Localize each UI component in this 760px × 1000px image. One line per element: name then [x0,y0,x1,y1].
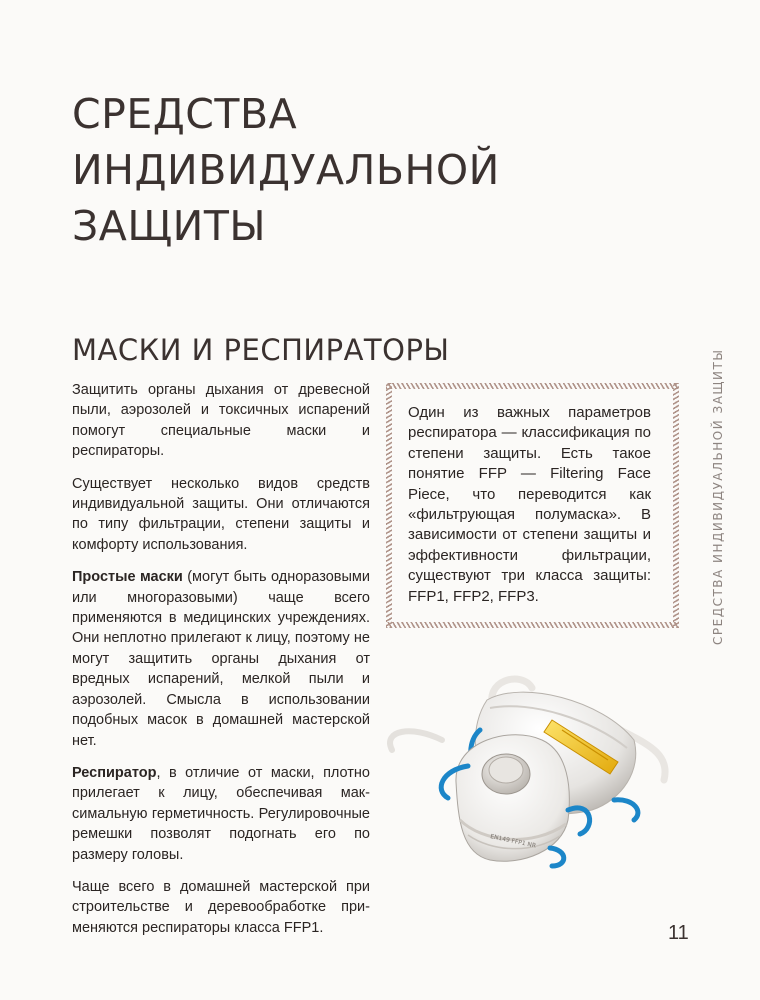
callout-box [386,383,679,628]
chapter-title-line-2: ИНДИВИДУАЛЬНОЙ [72,146,500,194]
paragraph-respirator [72,763,370,865]
term-respirator: Респиратор [72,764,157,781]
term-simple-masks: Простые маски [72,569,183,586]
running-header-vertical: СРЕДСТВА ИНДИВИДУАЛЬНОЙ ЗАЩИТЫ [711,348,725,645]
paragraph-respirator-text: , в отличие от маски, плотно прилегает к лицу, обеспечивая максимальную герметичность. Регулировочные ремешки позволят подогнать его по размеру головы. [72,764,370,863]
body-text-column [72,380,370,950]
respirator-masks-icon [372,670,672,880]
paragraph-ffp1: Чаще всего в домашней мастерской при строительстве и деревообработке применяются респираторы класса FFP1. [72,878,370,936]
paragraph-types: Существует несколько видов средств индивидуальной защиты. Они отличаются по типу фильтрации, степени защиты и комфорту использования. [72,475,370,553]
chapter-title-line-3: ЗАЩИТЫ [72,202,267,250]
respirator-photo [372,670,672,880]
paragraph-intro: Защитить органы дыхания от древесной пыли, аэрозолей и токсичных испарений помогут специальные маски и респираторы. [72,382,370,460]
chapter-title [72,86,592,254]
section-title: МАСКИ И РЕСПИРАТОРЫ [72,333,450,367]
callout-text: Один из важных параметров респиратора — классификация по степени защиты. Есть такое понятие FFP — Filtering Face Piece, что переводится как «фильтрующая полумаска». В зависимости от степени защиты и эффективности фильтрации, существуют три класса защиты: FFP1, FFP2, FFP3. [408,404,651,605]
chapter-title-line-1: СРЕДСТВА [72,90,298,138]
mask-print-text: EN149 FFP1 NR [489,833,537,850]
page-number: 11 [668,922,689,944]
paragraph-simple-masks [72,567,370,751]
paragraph-simple-masks-text: (могут быть одноразовыми или многоразовыми) чаще всего применяются в медицинских учреждениях. Они неплотно прилегают к лицу, поэтому не могут защитить органы дыхания от вредных испарений, мелкой пыли и аэрозолей. Смысла в использовании подобных масок в домашней мастерской нет. [72,569,370,749]
